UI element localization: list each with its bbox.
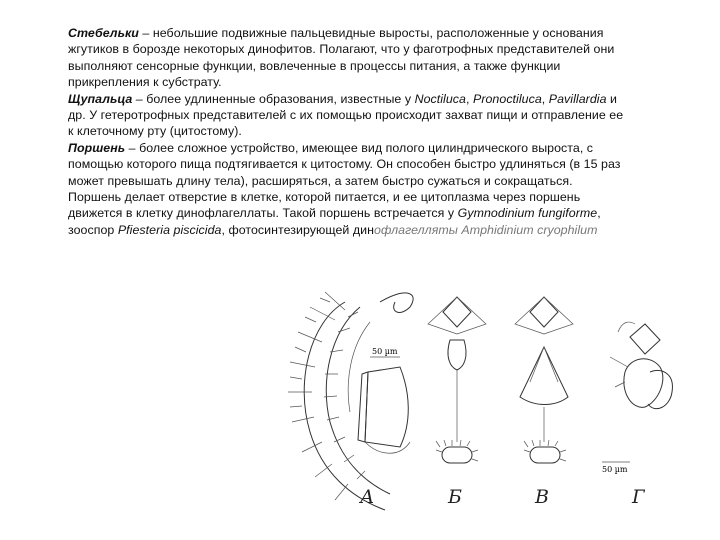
illustration-d (602, 322, 672, 474)
figure-label-d: Г (632, 486, 645, 508)
latin-name: Pronoctiluca (473, 91, 542, 106)
figure-label-c: В (535, 486, 549, 508)
scale-label-b: 50 µm (602, 465, 628, 474)
figure-label-a: А (360, 486, 375, 508)
paragraph-text: – более сложное устройство, имеющее вид полого цилиндрического выроста, с помощью которого пища подтягивается к цитостому. Он способен быстро удлиняться (в 15 раз может превышать длину тела), расширяться, а затем быстро сужаться и сокращаться. Поршень делает отверстие в клетке, которой питается, и ее цитоплазма через поршень движется в клетку динофлагеллаты. Такой поршень встречается у (68, 140, 621, 221)
illustration-b (428, 297, 486, 463)
illustration-a (288, 292, 413, 510)
paragraph-text: , (466, 91, 473, 106)
obscured-text: офлагелляты Amphidinium cryophilum (374, 222, 598, 237)
scale-label-a: 50 µm (372, 347, 398, 356)
figure-dinoflagellate-illustrations (250, 262, 700, 532)
paragraph-text: , зооспор (68, 206, 601, 237)
paragraph-text: – небольшие подвижные пальцевидные выросты, расположенные у основания жгутиков в борозде некоторых динофитов. Полагают, что у фаготрофных представителей они выполняют сенсорные функции, вовлеченные в процессы питания, а также функции прикрепления к субстрату. (68, 26, 615, 90)
paragraph-text: – более удлиненные образования, известные у (132, 91, 415, 106)
text-block (68, 25, 628, 238)
illustration-c (515, 297, 573, 463)
latin-name: Pavillardia (548, 91, 607, 106)
figure-label-b: Б (448, 486, 462, 508)
term-stalks: Стебельки (68, 26, 139, 40)
paragraph-piston (68, 140, 628, 238)
latin-name: Pfiesteria piscicida (117, 222, 222, 237)
latin-name: Noctiluca (414, 91, 466, 106)
term-piston: Поршень (68, 140, 126, 155)
paragraph-text: , (541, 91, 549, 106)
latin-name: Gymnodinium fungiforme (457, 206, 598, 221)
paragraph-tentacles (68, 91, 628, 140)
paragraph-text: и др. У гетеротрофных представителей с их помощью происходит захват пищи и отправление ее к клеточному рту (цитостому). (68, 91, 624, 139)
paragraph-stalks (68, 25, 628, 91)
paragraph-text: , фотосинтезирующей дин (221, 222, 375, 237)
term-tentacles: Щупальца (68, 91, 133, 106)
